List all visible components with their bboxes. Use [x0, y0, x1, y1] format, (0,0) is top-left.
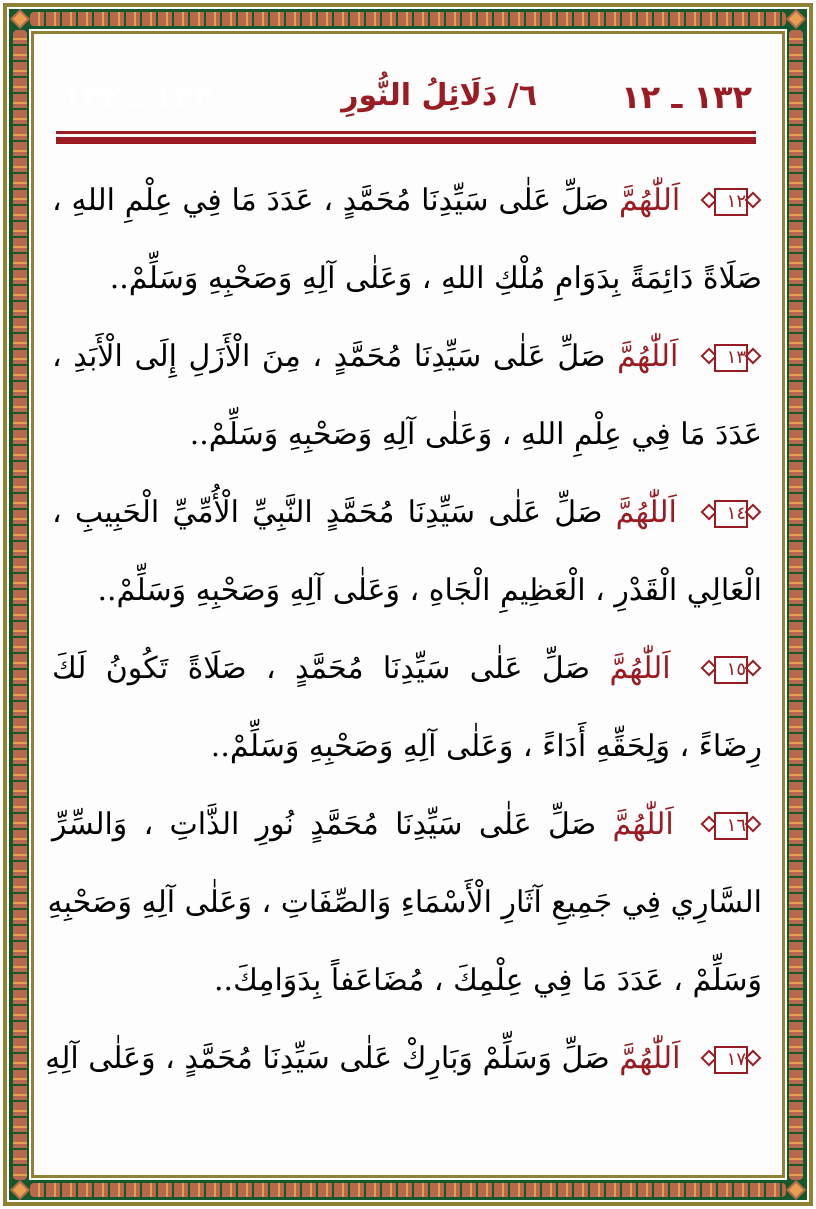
text-line: السَّارِي فِي جَمِيعِ آثَارِ الْأَسْمَاءِ وَالصِّفَاتِ ، وَعَلٰى آلِهِ وَصَحْبِهِ — [47, 885, 762, 920]
text-line — [45, 1020, 762, 1098]
text-line: رِضَاءً ، وَلِحَقِّهِ أَدَاءً ، وَعَلٰى آلِهِ وَصَحْبِهِ وَسَلِّمْ.. — [210, 729, 762, 764]
opening-word: اَللّٰهُمَّ — [612, 807, 674, 842]
line-text: صَلِّ عَلٰى سَيِّدِنَا مُحَمَّدٍ نُورِ الذَّاتِ ، وَالسِّرِّ — [52, 807, 597, 842]
opening-word: اَللّٰهُمَّ — [615, 495, 677, 530]
chain-ornament-left — [13, 30, 27, 1180]
text-line: الْعَالِي الْقَدْرِ ، الْعَظِيمِ الْجَاهِ ، وَعَلٰى آلِهِ وَصَحْبِهِ وَسَلِّمْ.. — [97, 573, 762, 608]
header-rule-thick — [56, 137, 756, 144]
verse-number-badge: ١٣ — [700, 340, 762, 376]
page-range: ١٣٢ ـ ١٢ — [621, 78, 752, 116]
text-line — [52, 162, 762, 240]
text-body — [45, 162, 762, 1098]
text-line: عَدَدَ مَا فِي عِلْمِ اللهِ ، وَعَلٰى آلِهِ وَصَحْبِهِ وَسَلِّمْ.. — [189, 417, 762, 452]
text-line — [52, 474, 762, 552]
line-text: صَلِّ وَسَلِّمْ وَبَارِكْ عَلٰى سَيِّدِنَا مُحَمَّدٍ ، وَعَلٰى آلِهِ — [45, 1041, 610, 1076]
text-line: صَلَاةً دَائِمَةً بِدَوَامِ مُلْكِ اللهِ ، وَعَلٰى آلِهِ وَصَحْبِهِ وَسَلِّمْ.. — [109, 261, 762, 296]
line-text: صَلِّ عَلٰى سَيِّدِنَا مُحَمَّدٍ النَّبِيِّ الْأُمِّيِّ الْحَبِيبِ ، — [52, 495, 603, 530]
text-line — [52, 318, 762, 396]
line-text: صَلِّ عَلٰى سَيِّدِنَا مُحَمَّدٍ ، مِنَ الْأَزَلِ إِلَى الْأَبَدِ ، — [52, 339, 606, 374]
page-content — [34, 34, 782, 1175]
line-text: صَلِّ عَلٰى سَيِّدِنَا مُحَمَّدٍ ، صَلَاةً تَكُونُ لَكَ — [52, 651, 591, 686]
verse-number-badge: ١٧ — [700, 1042, 762, 1078]
verse-number-badge: ١٢ — [700, 184, 762, 220]
text-line — [52, 630, 762, 708]
verse-number-badge: ١٦ — [700, 808, 762, 844]
text-line — [52, 786, 762, 864]
header-rule-thin — [56, 131, 756, 134]
opening-word: اَللّٰهُمَّ — [617, 339, 679, 374]
chain-ornament-right — [789, 30, 803, 1180]
verse-number-badge: ١٥ — [700, 652, 762, 688]
opening-word: اَللّٰهُمَّ — [619, 183, 681, 218]
text-line: وَسَلِّمْ ، عَدَدَ مَا فِي عِلْمِكَ ، مُضَاعَفاً بِدَوَامِكَ.. — [214, 963, 762, 998]
chain-ornament-bottom — [30, 1183, 786, 1197]
page-header — [34, 74, 782, 124]
opening-word: اَللّٰهُمَّ — [619, 1041, 681, 1076]
chain-ornament-top — [30, 12, 786, 26]
page-title: ٦/ دَلَائِلُ النُّورِ — [341, 78, 537, 113]
line-text: صَلِّ عَلٰى سَيِّدِنَا مُحَمَّدٍ ، عَدَدَ مَا فِي عِلْمِ اللهِ ، — [52, 183, 610, 218]
ghost-page-range: ١٣٢ ـ ١٣٢ — [62, 78, 213, 116]
verse-number-badge: ١٤ — [700, 496, 762, 532]
opening-word: اَللّٰهُمَّ — [609, 651, 671, 686]
